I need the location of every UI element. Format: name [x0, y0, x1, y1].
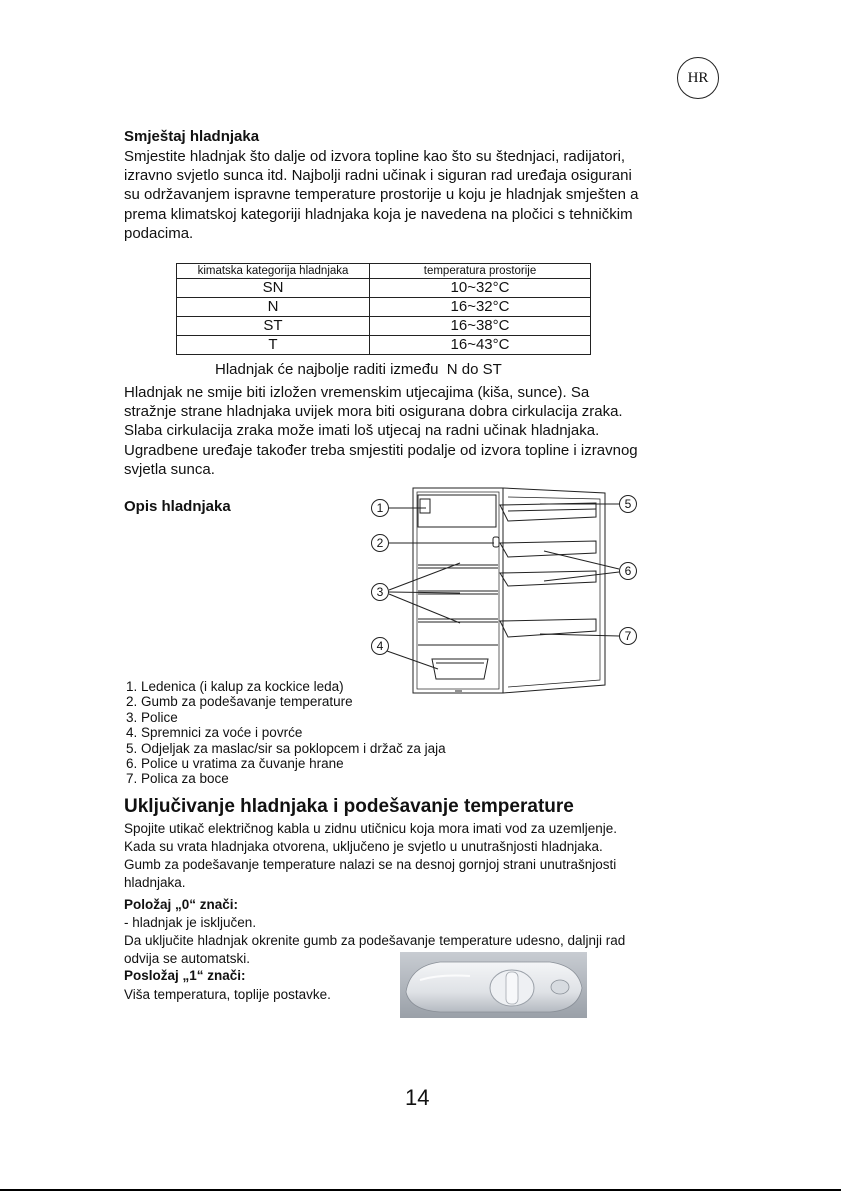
- thermostat-knob: [493, 537, 499, 547]
- callout-5-label: 5: [624, 497, 632, 511]
- switch-on-heading: Uključivanje hladnjaka i podešavanje temperature: [124, 796, 574, 817]
- list-item: 6. Police u vratima za čuvanje hrane: [126, 756, 344, 772]
- table-note: Hladnjak će najbolje raditi između N do ST: [215, 361, 502, 378]
- door-shelf: [500, 541, 596, 557]
- ventilation-paragraph: Hladnjak ne smije biti izložen vremenskim utjecajima (kiša, sunce). Sa stražnje strane hladnjaka uvijek mora biti osigurana dobra cirkulacija zraka. Slaba cirkulacija zraka može imati loš utjecaj na radni učinak hladnjaka. Ugradbene uređaje također treba smjestiti podalje od izvora topline i izravnog svjetla sunca.: [124, 384, 638, 478]
- table-row: SN 10~32°C: [177, 279, 591, 298]
- table-header: kimatska kategorija hladnjaka: [177, 264, 370, 279]
- list-item: 4. Spremnici za voće i povrće: [126, 725, 303, 741]
- fridge-diagram: [360, 485, 650, 700]
- callout-6-label: 6: [624, 564, 632, 578]
- list-item: 2. Gumb za podešavanje temperature: [126, 694, 353, 710]
- door-shelf: [500, 571, 596, 586]
- page-number: 14: [405, 1085, 430, 1110]
- list-item: 7. Polica za boce: [126, 771, 229, 787]
- parts-list: [126, 679, 446, 787]
- callout-4-label: 4: [376, 639, 384, 653]
- list-item: 5. Odjeljak za maslac/sir sa poklopcem i držač za jaja: [126, 740, 446, 756]
- callout-3-label: 3: [376, 585, 384, 599]
- callout-7-label: 7: [624, 629, 632, 643]
- table-row: N 16~32°C: [177, 298, 591, 317]
- table-row: ST 16~38°C: [177, 317, 591, 336]
- callout-1-label: 1: [376, 501, 384, 515]
- crisper-drawer: [432, 659, 488, 679]
- switch-on-paragraph: Spojite utikač električnog kabla u zidnu utičnicu koja mora imati vod za uzemljenje. Kada su vrata hladnjaka otvorena, uključeno je svjetlo u unutrašnjosti hladnjaka. Gumb za podešavanje temperature nalazi se na desnoj gornjoj strani unutrašnjosti hladnjaka.: [124, 821, 618, 890]
- list-item: 1. Ledenica (i kalup za kockice leda): [126, 679, 344, 694]
- position-1-heading: Posložaj „1“ znači:: [124, 968, 246, 983]
- position-0-heading: Položaj „0“ znači:: [124, 897, 239, 912]
- placement-paragraph: Smjestite hladnjak što dalje od izvora topline kao što su štednjaci, radijatori, izravno svjetlo sunca itd. Najbolji radni učinak i siguran rad uređaja osigurani su održavanjem ispravne temperature prostorije u koju je hladnjak smješten a prema klimatskoj kategoriji hladnjaka koja je navedena na pločici s tehničkim podacima.: [124, 148, 639, 242]
- description-heading: Opis hladnjaka: [124, 498, 231, 515]
- light-cover: [551, 980, 569, 994]
- position-0-paragraph: - hladnjak je isključen. Da uključite hladnjak okrenite gumb za podešavanje temperature udesno, daljnji rad odvija se automatski.: [124, 915, 626, 966]
- thermostat-photo: [400, 952, 587, 1018]
- language-badge: HR: [677, 57, 719, 99]
- list-item: 3. Police: [126, 709, 178, 725]
- table-header: temperatura prostorije: [370, 264, 591, 279]
- dairy-compartment: [500, 503, 596, 521]
- freezer-icon: [420, 499, 430, 513]
- callout-2-label: 2: [376, 536, 384, 550]
- table-row: T 16~43°C: [177, 336, 591, 355]
- placement-heading: Smještaj hladnjaka: [124, 128, 260, 145]
- position-1-text: Viša temperatura, toplije postavke.: [124, 987, 331, 1002]
- climate-table: [176, 263, 591, 355]
